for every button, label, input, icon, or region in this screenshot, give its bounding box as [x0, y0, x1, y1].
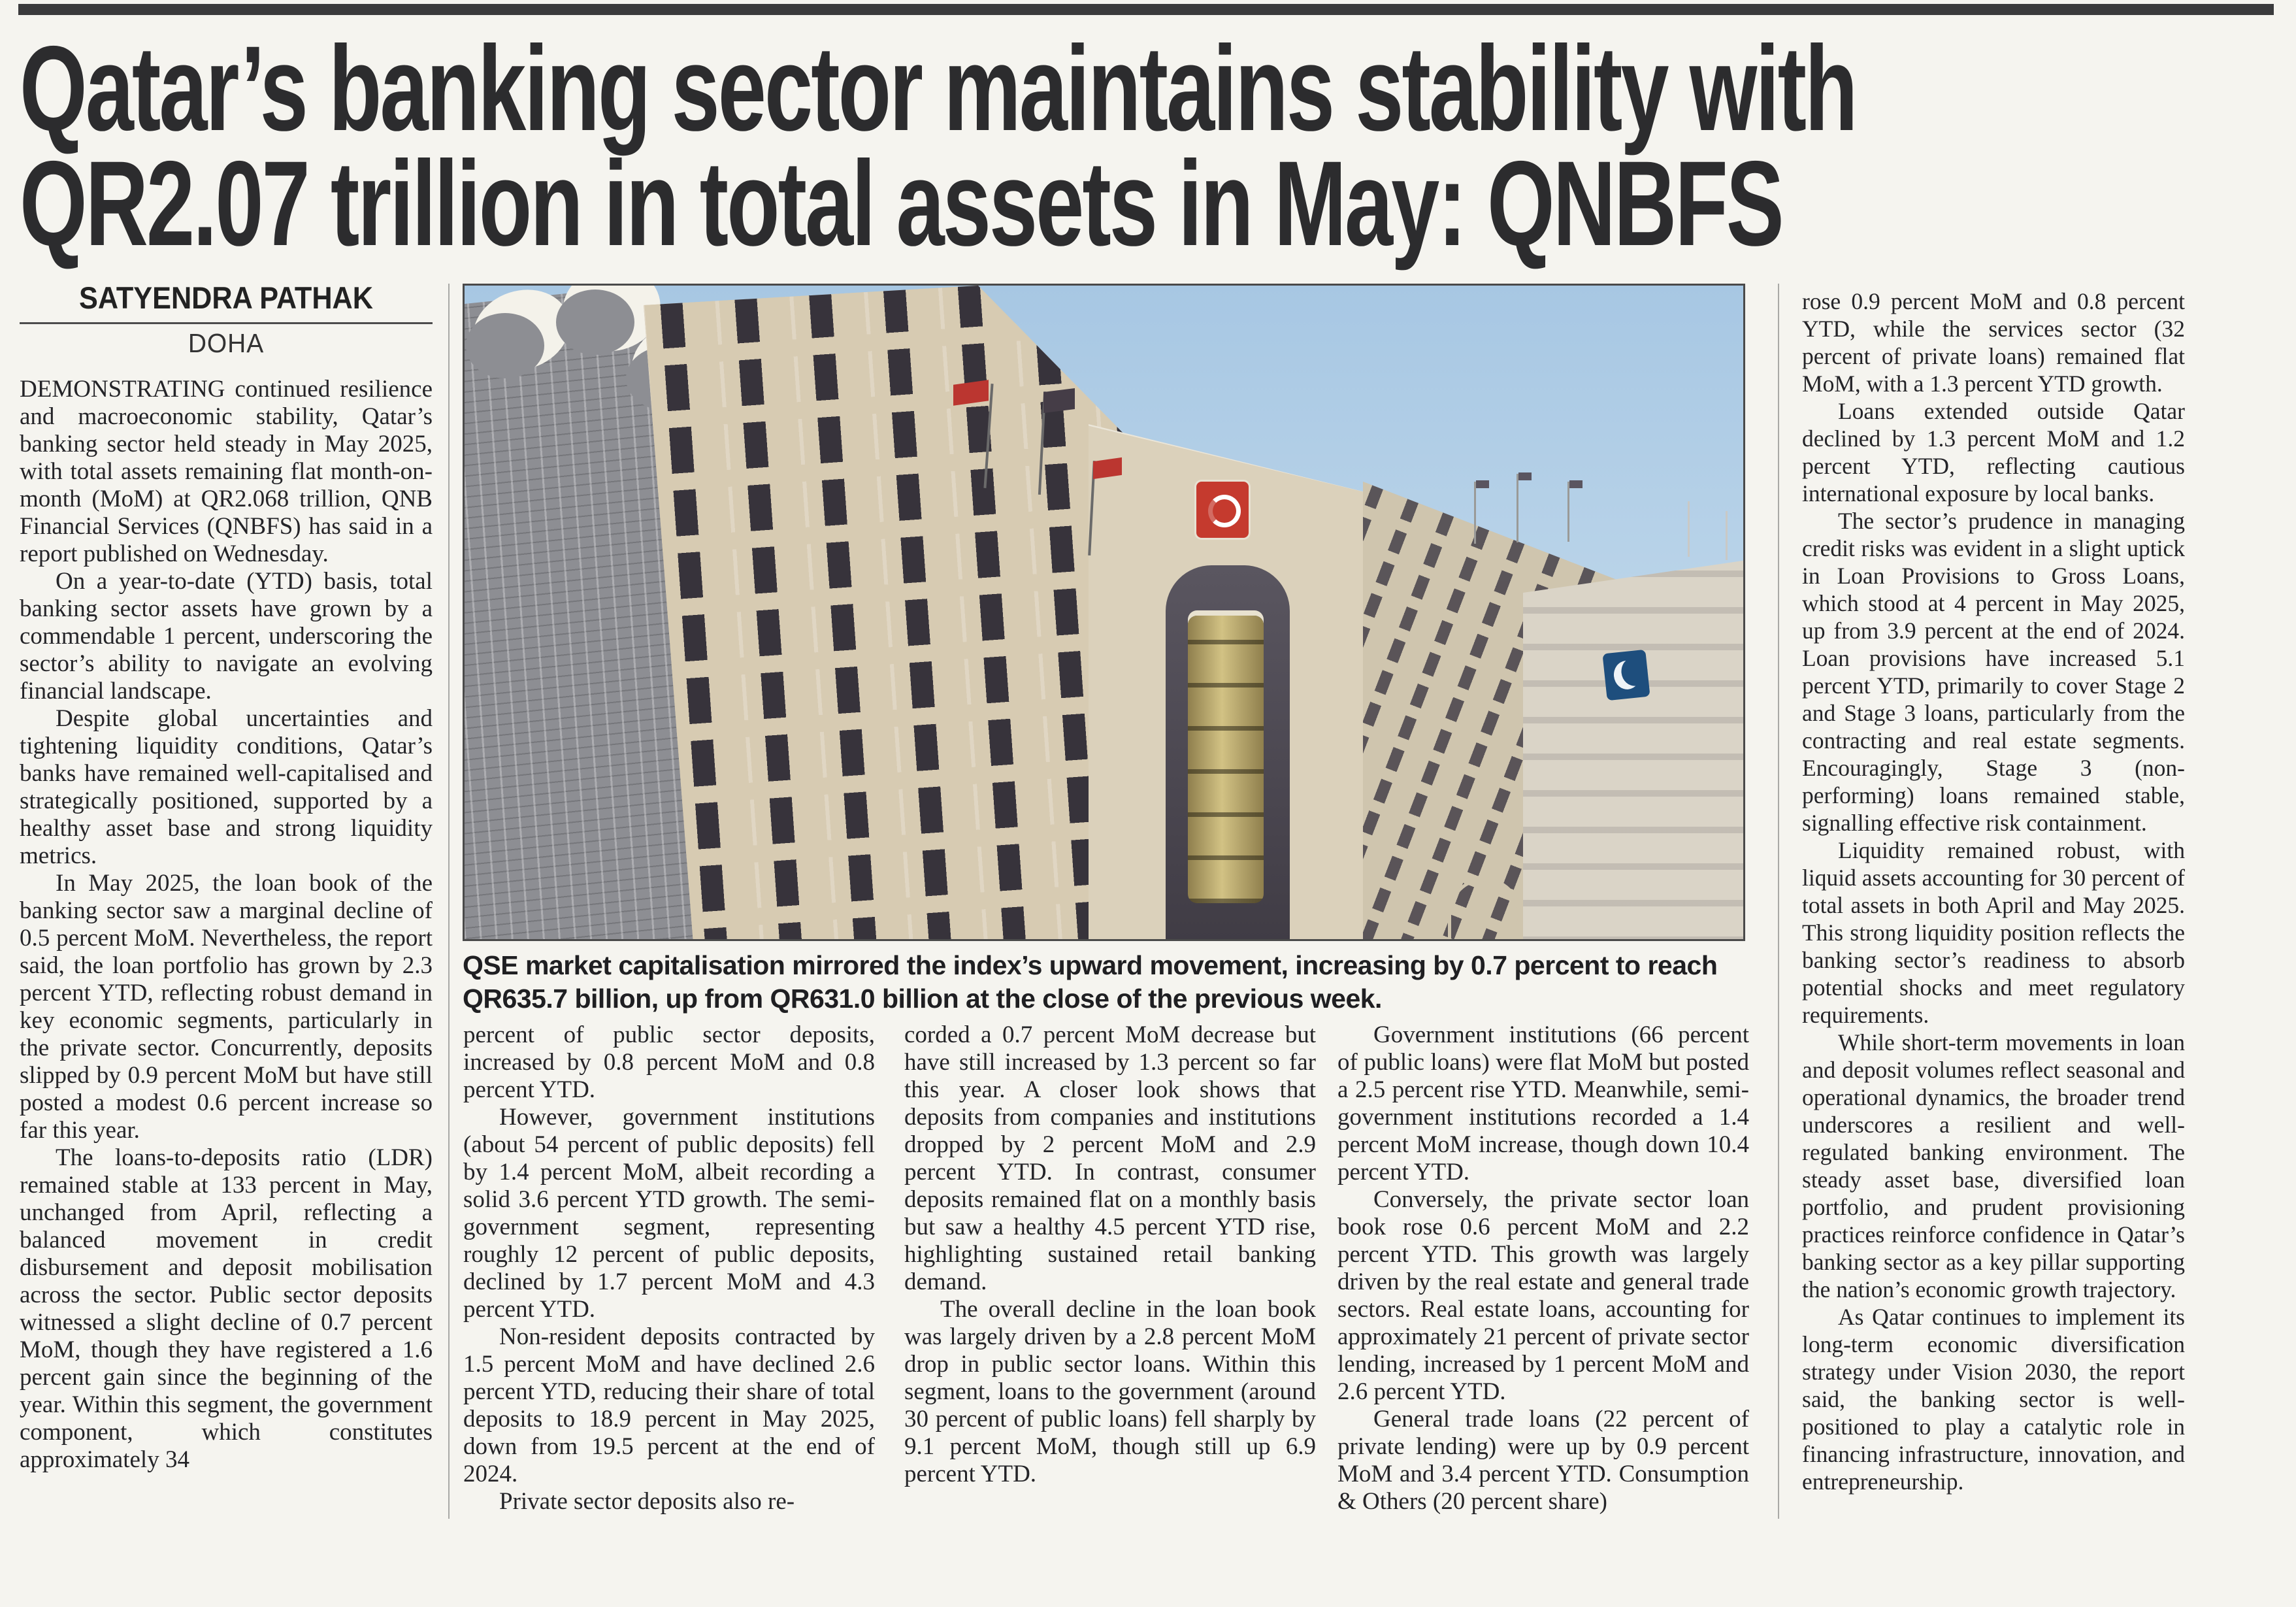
paragraph: In May 2025, the loan book of the banking sector saw a marginal decline of 0.5 percent MoM. Nevertheless, the report said, the loan portfolio has grown by 2.3 percent YTD, reflecting robust demand in key economic segments, particularly in the private sector. Concurrently, deposits slipped by 0.9 percent MoM but have still posted a modest 0.6 percent increase so far this year.: [20, 870, 433, 1144]
paragraph: General trade loans (22 percent of private lending) were up by 0.9 percent MoM and 3.4 percent YTD. Consumption & Others (20 percent share): [1337, 1406, 1749, 1515]
dark-flag-icon: [1043, 388, 1075, 413]
flagpole-small: [1517, 474, 1518, 542]
bank-logo-icon: [1602, 650, 1650, 701]
column-rule-right: [1778, 284, 1779, 1519]
building-central-block: [1089, 286, 1376, 941]
small-flag-icon: [1476, 480, 1489, 488]
paragraph: Private sector deposits also re-: [499, 1488, 795, 1515]
byline-rule: [20, 322, 433, 324]
byline-author: SATYENDRA PATHAK: [78, 280, 373, 315]
page-title: [20, 22, 2231, 271]
article-column-4: [1337, 1021, 1749, 1518]
paragraph: Loans extended outside Qatar declined by 1.3 percent MoM and 1.2 percent YTD, reflecting cautious international exposure by local banks.: [1802, 398, 2185, 506]
headline-line-1: Qatar’s banking sector maintains stability with: [20, 22, 1856, 156]
paragraph: While short-term movements in loan and deposit volumes reflect seasonal and operational dynamics, the broader trend underscores a resilient and well-regulated banking environment. The steady asset base, diversified loan portfolio, and prudent provisioning practices reinforce confidence in Qatar’s banking sector as a key pillar supporting the nation’s economic growth trajectory.: [1802, 1029, 2185, 1302]
flagpole-small: [1726, 511, 1728, 560]
article-photo: [463, 284, 1745, 941]
paragraph: The loans-to-deposits ratio (LDR) remained stable at 133 percent in May, unchanged from April, reflecting a balanced movement in credit disbursement and deposit mobilisation across the sector. Public sector deposits witnessed a slight decline of 0.7 percent MoM, though they have registered a 1.6 percent gain since the beginning of the year. Within this segment, the government component, which constitutes approximately 34: [20, 1144, 433, 1473]
paragraph: On a year-to-date (YTD) basis, total banking sector assets have grown by a commendable 1 percent, underscoring the sector’s ability to navigate an evolving financial landscape.: [20, 568, 433, 704]
building-arched-facade: [615, 286, 1131, 941]
article-column-2: [463, 1021, 875, 1518]
masthead-rule: [18, 4, 2274, 15]
paragraph: rose 0.9 percent MoM and 0.8 percent YTD, while the services sector (32 percent of private loans) remained flat MoM, with a 1.3 percent YTD growth.: [1802, 288, 2185, 397]
flagpole-small: [1474, 482, 1476, 544]
byline-location: DOHA: [188, 328, 265, 358]
flagpole-small: [1688, 501, 1690, 557]
paragraph: The overall decline in the loan book was largely driven by a 2.8 percent MoM drop in public sector loans. Within this segment, loans to the government (around 30 percent of public loans) fell sharply by 9.1 percent MoM, though still up 6.9 percent YTD.: [904, 1296, 1316, 1487]
flagpole-small: [1567, 482, 1569, 542]
paragraph: Conversely, the private sector loan book rose 0.6 percent MoM and 2.2 percent YTD. This growth was largely driven by the real estate and general trade sectors. Real estate loans, accounting for approximately 21 percent of private sector lending, increased by 1 percent MoM and 2.6 percent YTD.: [1337, 1186, 1749, 1405]
column-rule-left: [448, 284, 450, 1519]
paragraph: Government institutions (66 percent of public loans) were flat MoM but posted a 2.5 percent rise YTD. Meanwhile, semi-government institutions recorded a 1.4 percent MoM increase, though down 10.4 percent YTD.: [1337, 1021, 1749, 1185]
small-flag-icon: [1518, 472, 1532, 480]
paragraph: Non-resident deposits contracted by 1.5 percent MoM and have declined 2.6 percent YTD, reducing their share of total deposits to 18.9 percent in May 2025, down from 19.5 percent at the end of 2024.: [463, 1323, 875, 1487]
paragraph: corded a 0.7 percent MoM decrease but have still increased by 1.3 percent so far this year. A closer look shows that deposits from companies and institutions dropped by 2 percent MoM and 2.9 percent YTD. In contrast, consumer deposits remained flat on a monthly basis but saw a healthy 4.5 percent YTD rise, highlighting sustained retail banking demand.: [904, 1021, 1316, 1295]
paragraph: The sector’s prudence in managing credit risks was evident in a slight uptick in Loan Provisions to Gross Loans, which stood at 4 percent in May 2025, up from 3.9 percent at the end of 2024. Loan provisions have increased 5.1 percent YTD, primarily to cover Stage 2 and Stage 3 loans, particularly from the contracting and real estate segments. Encouragingly, Stage 3 (non-performing) loans remained stable, signalling effective risk containment.: [1802, 508, 2185, 836]
article-column-5: [1802, 288, 2185, 1519]
article-column-1: [20, 376, 433, 1516]
headline-line-2: QR2.07 trillion in total assets in May: QNBFS: [20, 137, 1782, 271]
building-far-right: [1523, 286, 1745, 941]
golden-bay-window: [1188, 616, 1264, 903]
crescent-cut: [556, 290, 634, 355]
qse-logo-icon: [1196, 482, 1249, 538]
crescent-cut: [466, 313, 544, 378]
photo-caption: QSE market capitalisation mirrored the index’s upward movement, increasing by 0.7 percent to reach QR635.7 billion, up from QR631.0 billion at the close of the previous week.: [463, 950, 1718, 1014]
paragraph: Despite global uncertainties and tightening liquidity conditions, Qatar’s banks have remained well-capitalised and strategically positioned, supported by a healthy asset base and strong liquidity metrics.: [20, 705, 433, 869]
article-column-3: [904, 1021, 1316, 1518]
paragraph: percent of public sector deposits, increased by 0.8 percent MoM and 0.8 percent YTD.: [463, 1021, 875, 1103]
small-flag-icon: [1569, 480, 1583, 488]
paragraph: DEMONSTRATING continued resilience and macroeconomic stability, Qatar’s banking sector held steady in May 2025, with total assets remaining flat month-on-month (MoM) at QR2.068 trillion, QNB Financial Services (QNBFS) has said in a report published on Wednesday.: [20, 376, 433, 567]
paragraph: Liquidity remained robust, with liquid assets accounting for 30 percent of total assets in both April and May 2025. This strong liquidity position reflects the banking sector’s readiness to absorb potential shocks and meet regulatory requirements.: [1802, 837, 2185, 1028]
qse-logo-glyph: [1208, 495, 1241, 527]
byline: [20, 280, 433, 359]
paragraph: However, government institutions (about 54 percent of public deposits) fell by 1.4 percent MoM, albeit recording a solid 3.6 percent YTD growth. The semi-government segment, representing roughly 12 percent of public deposits, declined by 1.7 percent MoM and 4.3 percent YTD.: [463, 1104, 875, 1323]
paragraph: As Qatar continues to implement its long-term economic diversification strategy under Vision 2030, the report said, the banking sector is well-positioned to play a catalytic role in financing infrastructure, innovation, and entrepreneurship.: [1802, 1304, 2185, 1495]
